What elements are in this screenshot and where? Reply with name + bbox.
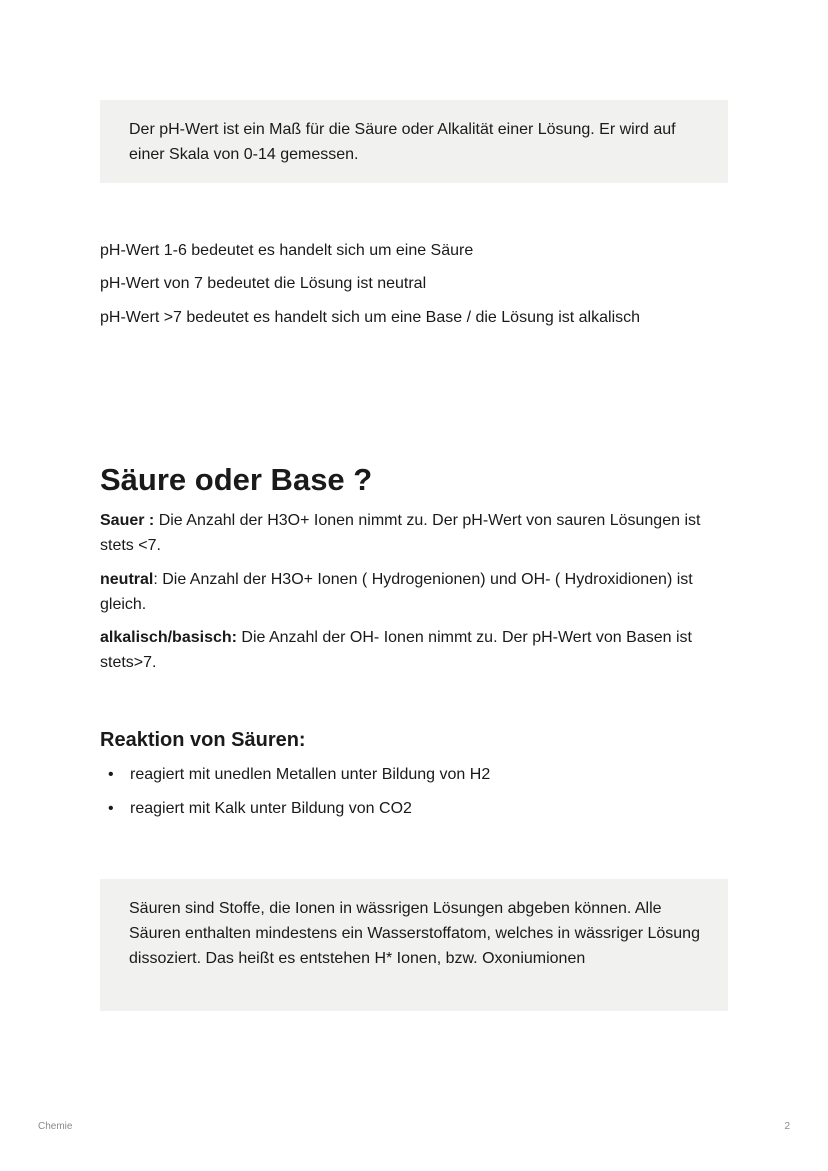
ph-line-base: pH-Wert >7 bedeutet es handelt sich um eine Base / die Lösung ist alkalisch <box>100 309 641 326</box>
definition-term: neutral <box>100 571 154 588</box>
footer-subject: Chemie <box>38 1121 73 1132</box>
section-heading-acid-or-base: Säure oder Base ? <box>100 462 373 497</box>
section-heading-reaction: Reaktion von Säuren: <box>100 729 306 751</box>
list-item: • reagiert mit unedlen Metallen unter Bildung von H2 <box>100 763 490 797</box>
definition-acid <box>100 508 732 558</box>
definition-neutral <box>100 567 732 617</box>
page-number: 2 <box>784 1121 790 1132</box>
list-item: • reagiert mit Kalk unter Bildung von CO2 <box>100 797 490 831</box>
definition-text: Die Anzahl der OH- Ionen nimmt zu. Der pH-Wert von Basen ist stets>7. <box>100 629 692 671</box>
definition-alkaline <box>100 625 732 675</box>
definition-text: Die Anzahl der H3O+ Ionen nimmt zu. Der pH-Wert von sauren Lösungen ist stets <7. <box>100 512 701 554</box>
ph-definition-text: Der pH-Wert ist ein Maß für die Säure oder Alkalität einer Lösung. Er wird auf einer Skala von 0-14 gemessen. <box>129 121 676 163</box>
acid-definition-callout <box>100 879 728 1011</box>
ph-definition-callout <box>100 100 728 183</box>
acid-definition-text: Säuren sind Stoffe, die Ionen in wässrigen Lösungen abgeben können. Alle Säuren enthalten mindestens ein Wasserstoffatom, welches in wässriger Lösung dissoziert. Das heißt es entstehen H* Ionen, bzw. Oxoniumionen <box>129 900 700 967</box>
ph-line-acid: pH-Wert 1-6 bedeutet es handelt sich um eine Säure <box>100 242 474 259</box>
definition-text: : Die Anzahl der H3O+ Ionen ( Hydrogenionen) und OH- ( Hydroxidionen) ist gleich. <box>100 571 693 613</box>
reaction-list <box>100 763 490 831</box>
ph-line-neutral: pH-Wert von 7 bedeutet die Lösung ist neutral <box>100 275 427 292</box>
definition-term: alkalisch/basisch: <box>100 629 237 646</box>
definition-term: Sauer : <box>100 512 155 529</box>
